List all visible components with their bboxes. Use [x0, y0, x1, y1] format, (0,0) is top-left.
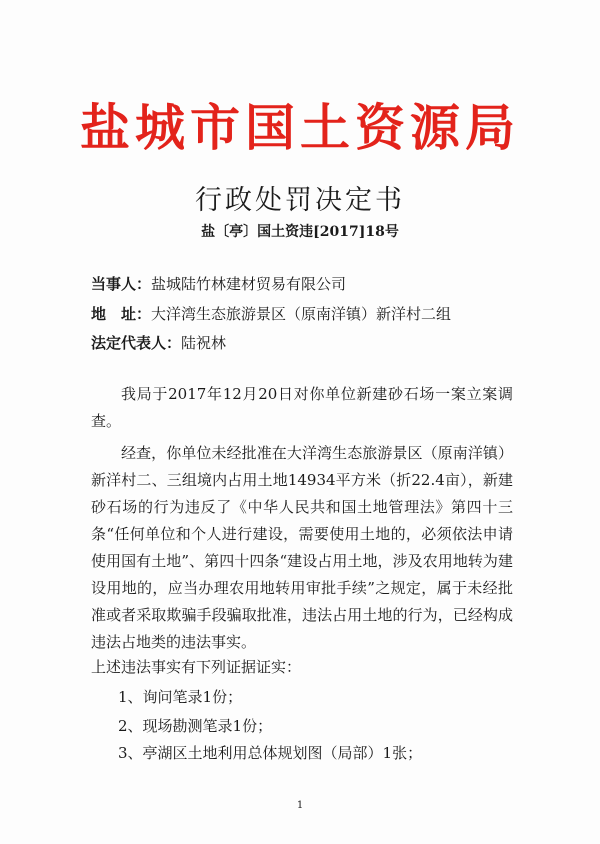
evidence-item-1: 1、询问笔录1份； [118, 688, 243, 706]
representative-value: 陆祝林 [181, 334, 227, 352]
page-number: 1 [296, 800, 304, 811]
address-value: 大洋湾生态旅游景区（原南洋镇）新洋村二组 [151, 305, 452, 323]
evidence-item-3: 3、亭湖区土地利用总体规划图（局部）1张； [118, 744, 423, 762]
representative-label: 法定代表人： [91, 334, 182, 352]
paragraph-case-filing: 我局于2017年12月20日对你单位新建砂石场一案立案调查。 [91, 385, 513, 430]
agency-name: 盐城市国土资源局 [80, 99, 520, 157]
document-title: 行政处罚决定书 [195, 185, 405, 216]
paragraph-investigation: 经查，你单位未经批准在大洋湾生态旅游景区（原南洋镇）新洋村二、三组境内占用土地14934平方米（折22.4亩），新建砂石场的行为违反了《中华人民共和国土地管理法》第四十三条“任何单位和个人进行建设，需要使用土地的，必须依法申请使用国有土地”、第四十四条“建设占用土地，涉及农用地转为建设用地的，应当办理农用地转用审批手续”之规定，属于未经批准或者采取欺骗手段骗取批准，违法占用土地的行为，已经构成违法占地类的违法事实。 [91, 444, 513, 651]
party-label: 当事人： [91, 275, 152, 293]
representative-line [91, 332, 226, 354]
party-line [91, 273, 346, 295]
address-line [91, 303, 451, 325]
party-value: 盐城陆竹林建材贸易有限公司 [151, 275, 347, 293]
evidence-intro: 上述违法事实有下列证据证实： [91, 658, 302, 676]
document-number: 盐〔亭〕国土资违[2017]18号 [201, 224, 399, 240]
evidence-item-2: 2、现场勘测笔录1份； [118, 717, 273, 735]
address-label: 地 址： [91, 305, 152, 323]
